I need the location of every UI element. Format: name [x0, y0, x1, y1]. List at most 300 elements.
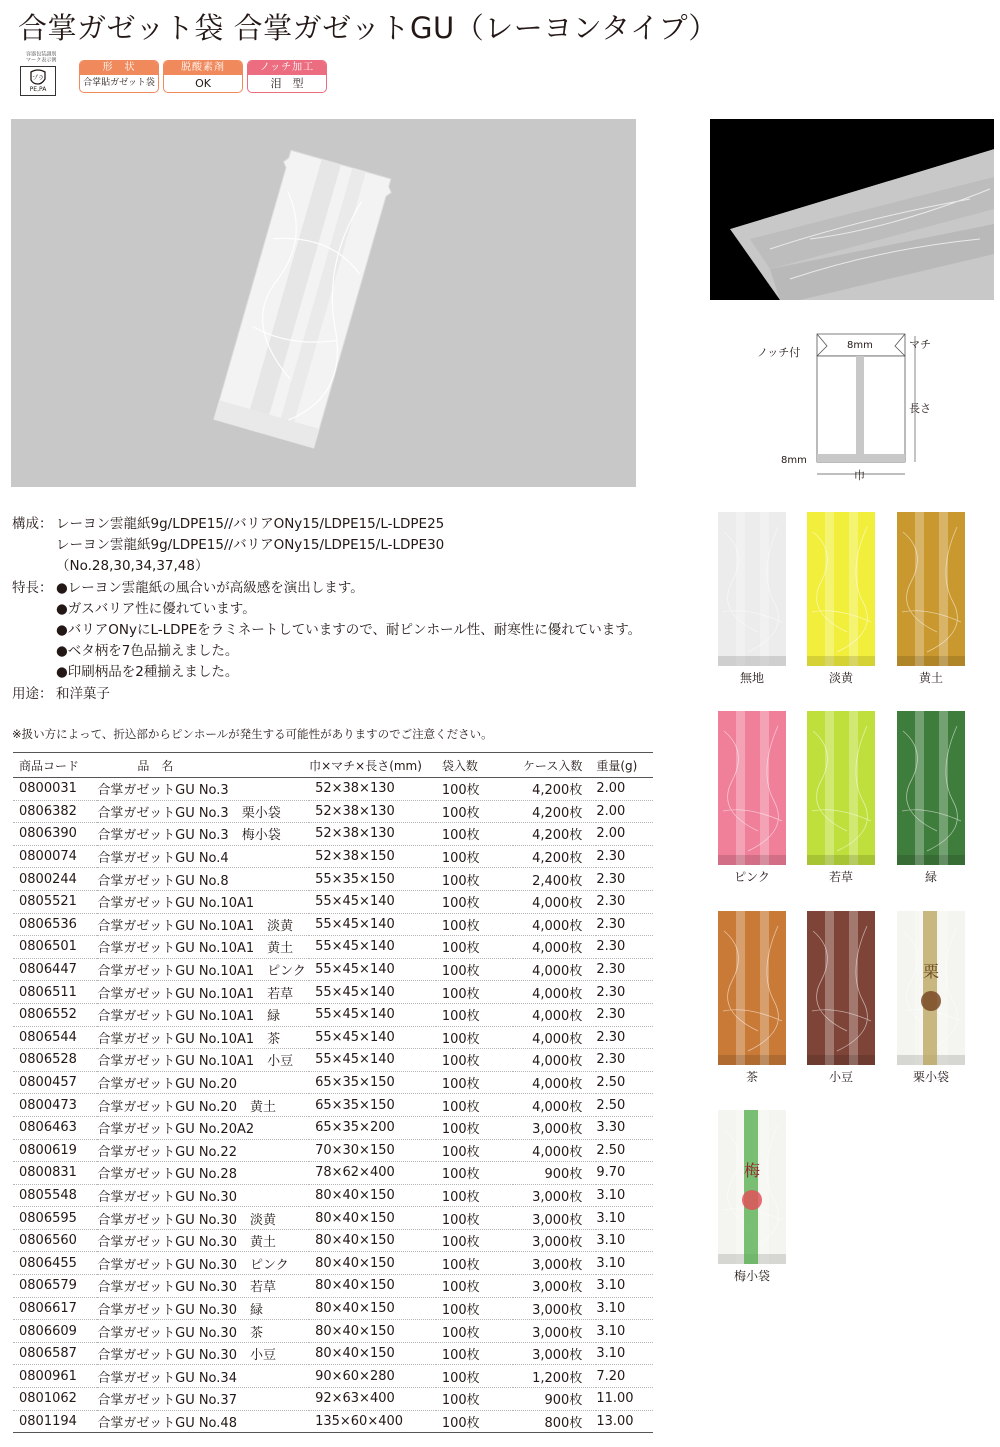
table-row: [13, 1320, 653, 1343]
cell-code: 0800961: [13, 1365, 97, 1388]
product-photo: [11, 119, 636, 487]
cell-size: 55×45×140: [309, 1003, 436, 1026]
feature-line: ●ベタ柄を7色品揃えました。: [56, 643, 239, 660]
cell-case: 3,000枚: [513, 1342, 596, 1365]
cell-size: 80×40×150: [309, 1229, 436, 1252]
cell-weight: 3.10: [596, 1342, 653, 1365]
cell-name: 合掌ガゼットGU No.30 緑: [97, 1297, 309, 1320]
cell-case: 1,200枚: [513, 1365, 596, 1388]
header-size: 巾×マチ×長さ(mm): [309, 753, 436, 778]
cell-code: 0805521: [13, 890, 97, 913]
cell-qty: 100枚: [436, 913, 513, 936]
usage-value: 和洋菓子: [56, 685, 110, 702]
cell-case: 3,000枚: [513, 1207, 596, 1230]
cell-code: 0800074: [13, 845, 97, 868]
cell-code: 0800619: [13, 1139, 97, 1162]
feature-line: ●レーヨン雲龍紙の風合いが高級感を演出します。: [56, 579, 364, 596]
recycle-label: プラ: [31, 75, 45, 82]
cell-name: 合掌ガゼットGU No.3: [97, 778, 309, 801]
cell-name: 合掌ガゼットGU No.30 小豆: [97, 1342, 309, 1365]
cell-size: 80×40×150: [309, 1342, 436, 1365]
table-row: [13, 958, 653, 981]
cell-name: 合掌ガゼットGU No.30: [97, 1184, 309, 1207]
cell-code: 0806390: [13, 823, 97, 846]
table-row: [13, 1388, 653, 1411]
cell-qty: 100枚: [436, 800, 513, 823]
cell-code: 0806447: [13, 958, 97, 981]
swatch-bag: [897, 911, 965, 1065]
cell-name: 合掌ガゼットGU No.10A1: [97, 890, 309, 913]
cell-code: 0800031: [13, 778, 97, 801]
cell-size: 55×45×140: [309, 1049, 436, 1072]
swatch-bag: [718, 1110, 786, 1264]
cell-weight: 2.00: [596, 800, 653, 823]
cell-qty: 100枚: [436, 958, 513, 981]
swatch-bag: [807, 911, 875, 1065]
recycle-material: PE,PA: [29, 86, 47, 93]
cell-code: 0806528: [13, 1049, 97, 1072]
shape-badge-head: 形 状: [80, 61, 158, 75]
product-closeup-photo: [710, 119, 994, 300]
cell-case: 900枚: [513, 1162, 596, 1185]
cell-case: 4,200枚: [513, 778, 596, 801]
swatch-bag: [807, 512, 875, 666]
oxygen-absorber-badge-head: 脱酸素剤: [164, 61, 242, 75]
table-row: [13, 1252, 653, 1275]
table-row: [13, 913, 653, 936]
swatch-label: 淡黄: [828, 671, 853, 685]
cell-weight: 3.10: [596, 1297, 653, 1320]
cell-code: 0806579: [13, 1275, 97, 1298]
cell-weight: 2.50: [596, 1139, 653, 1162]
fiber-texture: [718, 711, 786, 865]
cell-code: 0800244: [13, 868, 97, 891]
cell-size: 65×35×200: [309, 1116, 436, 1139]
cell-name: 合掌ガゼットGU No.10A1 茶: [97, 1026, 309, 1049]
notch-badge-value: 泪 型: [270, 77, 304, 90]
cell-name: 合掌ガゼットGU No.10A1 淡黄: [97, 913, 309, 936]
cell-qty: 100枚: [436, 1410, 513, 1433]
table-row: [13, 1116, 653, 1139]
cell-case: 4,000枚: [513, 890, 596, 913]
cell-name: 合掌ガゼットGU No.3 栗小袋: [97, 800, 309, 823]
cell-code: 0806536: [13, 913, 97, 936]
table-row: [13, 1229, 653, 1252]
cell-name: 合掌ガゼットGU No.10A1 小豆: [97, 1049, 309, 1072]
swatch-label: 梅小袋: [733, 1269, 770, 1283]
swatch-young-green: [806, 711, 876, 885]
swatch-label: 緑: [924, 870, 937, 884]
cell-weight: 3.10: [596, 1207, 653, 1230]
swatch-bag: [897, 711, 965, 865]
table-row: [13, 1049, 653, 1072]
table-row: [13, 823, 653, 846]
cell-code: 0800831: [13, 1162, 97, 1185]
recycle-mark: [20, 52, 60, 94]
cell-size: 70×30×150: [309, 1139, 436, 1162]
diagram-gusset-label: マチ: [909, 338, 931, 351]
cell-size: 55×45×140: [309, 890, 436, 913]
cell-name: 合掌ガゼットGU No.10A1 ピンク: [97, 958, 309, 981]
cell-weight: 2.50: [596, 1094, 653, 1117]
cell-weight: 2.30: [596, 845, 653, 868]
cell-code: 0801062: [13, 1388, 97, 1411]
cell-case: 3,000枚: [513, 1116, 596, 1139]
cell-weight: 2.00: [596, 778, 653, 801]
table-row: [13, 1275, 653, 1298]
cell-case: 4,000枚: [513, 936, 596, 959]
plastic-recycle-icon: [28, 69, 48, 86]
cell-name: 合掌ガゼットGU No.30 淡黄: [97, 1207, 309, 1230]
composition-line: レーヨン雲龍紙9g/LDPE15//バリアONy15/LDPE15/L-LDPE25: [56, 516, 445, 532]
recycle-icon: [20, 66, 56, 96]
cell-code: 0806501: [13, 936, 97, 959]
cell-name: 合掌ガゼットGU No.3 梅小袋: [97, 823, 309, 846]
cell-qty: 100枚: [436, 1094, 513, 1117]
cell-qty: 100枚: [436, 1003, 513, 1026]
cell-weight: 3.10: [596, 1229, 653, 1252]
notch-badge-head: ノッチ加工: [248, 61, 326, 75]
cell-code: 0806544: [13, 1026, 97, 1049]
color-swatches: [715, 512, 985, 1292]
cell-case: 3,000枚: [513, 1320, 596, 1343]
header-qty: 袋入数: [436, 753, 513, 778]
cell-case: 4,000枚: [513, 913, 596, 936]
cell-weight: 3.10: [596, 1320, 653, 1343]
notch-badge: [247, 60, 327, 93]
cell-qty: 100枚: [436, 1049, 513, 1072]
cell-code: 0800457: [13, 1071, 97, 1094]
swatch-green: [896, 711, 966, 885]
swatch-azuki: [806, 911, 876, 1085]
cell-weight: 2.30: [596, 1003, 653, 1026]
cell-weight: 2.30: [596, 981, 653, 1004]
cell-size: 55×45×140: [309, 1026, 436, 1049]
cell-weight: 3.30: [596, 1116, 653, 1139]
cell-size: 90×60×280: [309, 1365, 436, 1388]
header-name: 品 名: [97, 753, 309, 778]
cell-qty: 100枚: [436, 1320, 513, 1343]
header-case: ケース入数: [513, 753, 596, 778]
oxygen-absorber-badge-value: OK: [195, 77, 211, 90]
cell-weight: 2.30: [596, 913, 653, 936]
cell-case: 3,000枚: [513, 1184, 596, 1207]
bag-print-mark: 栗: [922, 962, 940, 981]
cell-weight: 2.30: [596, 958, 653, 981]
cell-case: 4,200枚: [513, 845, 596, 868]
page-title: 合掌ガゼット袋 合掌ガゼットGU（レーヨンタイプ）: [18, 11, 718, 45]
cell-size: 65×35×150: [309, 1071, 436, 1094]
fiber-texture: [718, 911, 786, 1065]
table-row: [13, 1139, 653, 1162]
cell-qty: 100枚: [436, 1342, 513, 1365]
table-row: [13, 1071, 653, 1094]
table-row: [13, 890, 653, 913]
composition-line: レーヨン雲龍紙9g/LDPE15//バリアONy15/LDPE15/L-LDPE30: [56, 537, 445, 554]
features-row-2: [12, 599, 641, 620]
composition-key: 構成：: [12, 516, 53, 532]
swatch-light-yellow: [806, 512, 876, 686]
cell-weight: 2.00: [596, 823, 653, 846]
cell-case: 4,000枚: [513, 958, 596, 981]
cell-size: 92×63×400: [309, 1388, 436, 1411]
cell-case: 4,000枚: [513, 1026, 596, 1049]
cell-name: 合掌ガゼットGU No.30 茶: [97, 1320, 309, 1343]
table-row: [13, 1094, 653, 1117]
cell-code: 0806511: [13, 981, 97, 1004]
cell-size: 55×45×140: [309, 936, 436, 959]
cell-code: 0806455: [13, 1252, 97, 1275]
composition-row: [12, 514, 641, 535]
cell-weight: 13.00: [596, 1410, 653, 1433]
table-row: [13, 845, 653, 868]
cell-code: 0801194: [13, 1410, 97, 1433]
header-code: 商品コード: [13, 753, 97, 778]
product-spec: [12, 514, 641, 705]
cell-size: 55×45×140: [309, 913, 436, 936]
cell-qty: 100枚: [436, 1297, 513, 1320]
fiber-texture: [897, 911, 965, 1065]
feature-line: ●印刷柄品を2種揃えました。: [56, 664, 239, 681]
table-row: [13, 1026, 653, 1049]
swatch-label: 栗小袋: [912, 1070, 949, 1084]
cell-name: 合掌ガゼットGU No.4: [97, 845, 309, 868]
cell-code: 0806617: [13, 1297, 97, 1320]
table-row: [13, 1342, 653, 1365]
cell-qty: 100枚: [436, 778, 513, 801]
cell-name: 合掌ガゼットGU No.30 ピンク: [97, 1252, 309, 1275]
table-row: [13, 981, 653, 1004]
cell-qty: 100枚: [436, 1229, 513, 1252]
table-row: [13, 1003, 653, 1026]
header-weight: 重量(g): [596, 753, 653, 778]
cell-size: 80×40×150: [309, 1297, 436, 1320]
cell-weight: 11.00: [596, 1388, 653, 1411]
diagram-seal-width-bottom: 8mm: [781, 455, 807, 466]
cell-case: 3,000枚: [513, 1229, 596, 1252]
swatch-bag: [718, 711, 786, 865]
diagram-length-label: 長さ: [909, 402, 931, 415]
table-row: [13, 936, 653, 959]
cell-case: 4,000枚: [513, 1049, 596, 1072]
cell-case: 900枚: [513, 1388, 596, 1411]
cell-size: 52×38×130: [309, 778, 436, 801]
cell-size: 80×40×150: [309, 1184, 436, 1207]
cell-size: 80×40×150: [309, 1207, 436, 1230]
swatch-label: 茶: [745, 1070, 758, 1084]
cell-case: 3,000枚: [513, 1252, 596, 1275]
swatch-label: 若草: [828, 870, 853, 884]
features-row: [12, 578, 641, 599]
cell-size: 55×45×140: [309, 958, 436, 981]
cell-case: 4,000枚: [513, 1094, 596, 1117]
fiber-texture: [807, 512, 875, 666]
cell-case: 4,000枚: [513, 1071, 596, 1094]
cell-size: 52×38×150: [309, 845, 436, 868]
cell-name: 合掌ガゼットGU No.30 若草: [97, 1275, 309, 1298]
cell-size: 135×60×400: [309, 1410, 436, 1433]
cell-qty: 100枚: [436, 1184, 513, 1207]
fiber-texture: [807, 911, 875, 1065]
swatch-label: 小豆: [828, 1070, 853, 1084]
cell-case: 3,000枚: [513, 1297, 596, 1320]
table-row: [13, 1207, 653, 1230]
bag-print-mark: 梅: [743, 1161, 761, 1180]
features-key: 特長：: [12, 579, 53, 596]
table-row: [13, 1365, 653, 1388]
swatch-plain: [717, 512, 787, 686]
cell-case: 800枚: [513, 1410, 596, 1433]
swatch-ochre: [896, 512, 966, 686]
fiber-texture: [718, 1110, 786, 1264]
table-row: [13, 1297, 653, 1320]
recycle-caption-1: 容器包装識別: [25, 51, 57, 58]
cell-qty: 100枚: [436, 868, 513, 891]
cell-size: 78×62×400: [309, 1162, 436, 1185]
composition-row-3: [12, 556, 641, 577]
usage-row: [12, 684, 641, 705]
cell-size: 55×35×150: [309, 868, 436, 891]
swatch-plum-bag: [717, 1110, 787, 1284]
cell-name: 合掌ガゼットGU No.10A1 緑: [97, 1003, 309, 1026]
swatch-bag: [807, 711, 875, 865]
fiber-texture: [897, 512, 965, 666]
oxygen-absorber-badge: [163, 60, 243, 93]
recycle-caption-2: マーク表示例: [25, 57, 57, 64]
cell-qty: 100枚: [436, 1388, 513, 1411]
cell-name: 合掌ガゼットGU No.8: [97, 868, 309, 891]
cell-case: 2,400枚: [513, 868, 596, 891]
cell-qty: 100枚: [436, 1026, 513, 1049]
cell-code: 0806560: [13, 1229, 97, 1252]
cell-size: 80×40×150: [309, 1275, 436, 1298]
composition-row-2: [12, 535, 641, 556]
cell-name: 合掌ガゼットGU No.37: [97, 1388, 309, 1411]
table-row: [13, 778, 653, 801]
features-row-4: [12, 641, 641, 662]
cell-case: 4,200枚: [513, 823, 596, 846]
cell-name: 合掌ガゼットGU No.30 黄土: [97, 1229, 309, 1252]
cell-weight: 3.10: [596, 1252, 653, 1275]
table-header-row: [13, 753, 653, 778]
swatch-label: 無地: [739, 671, 764, 685]
swatch-bag: [897, 512, 965, 666]
shape-badge-value: 合掌貼ガゼット袋: [83, 78, 155, 88]
cell-weight: 2.30: [596, 936, 653, 959]
table-row: [13, 1410, 653, 1433]
cell-name: 合掌ガゼットGU No.22: [97, 1139, 309, 1162]
feature-line: ●バリアONyにL-LDPEをラミネートしていますので、耐ピンホール性、耐寒性に優れています。: [56, 622, 642, 639]
cell-case: 4,200枚: [513, 800, 596, 823]
cell-name: 合掌ガゼットGU No.20 黄土: [97, 1094, 309, 1117]
cell-qty: 100枚: [436, 1252, 513, 1275]
features-row-3: [12, 620, 641, 641]
cell-code: 0805548: [13, 1184, 97, 1207]
cell-name: 合掌ガゼットGU No.10A1 黄土: [97, 936, 309, 959]
cell-size: 65×35×150: [309, 1094, 436, 1117]
cell-qty: 100枚: [436, 1116, 513, 1139]
cell-weight: 3.10: [596, 1184, 653, 1207]
cell-weight: 2.30: [596, 890, 653, 913]
cell-weight: 2.30: [596, 1026, 653, 1049]
fiber-texture: [897, 711, 965, 865]
table-body: [13, 778, 653, 1433]
cell-name: 合掌ガゼットGU No.10A1 若草: [97, 981, 309, 1004]
swatch-brown: [717, 911, 787, 1085]
cell-weight: 2.50: [596, 1071, 653, 1094]
shape-badge: [79, 60, 159, 93]
cell-qty: 100枚: [436, 1207, 513, 1230]
cell-size: 80×40×150: [309, 1252, 436, 1275]
features-row-5: [12, 662, 641, 683]
cell-qty: 100枚: [436, 845, 513, 868]
cell-qty: 100枚: [436, 890, 513, 913]
cell-code: 0806552: [13, 1003, 97, 1026]
cell-qty: 100枚: [436, 1162, 513, 1185]
cell-weight: 2.30: [596, 868, 653, 891]
cell-case: 4,000枚: [513, 981, 596, 1004]
cell-name: 合掌ガゼットGU No.48: [97, 1410, 309, 1433]
fiber-texture: [718, 512, 786, 666]
composition-line: （No.28,30,34,37,48）: [56, 558, 209, 575]
cell-qty: 100枚: [436, 981, 513, 1004]
cell-case: 4,000枚: [513, 1139, 596, 1162]
cell-code: 0806463: [13, 1116, 97, 1139]
cell-code: 0800473: [13, 1094, 97, 1117]
swatch-bag: [718, 512, 786, 666]
cell-weight: 9.70: [596, 1162, 653, 1185]
cell-qty: 100枚: [436, 1139, 513, 1162]
cell-code: 0806595: [13, 1207, 97, 1230]
product-table: [13, 752, 653, 1433]
diagram-notch-label: ノッチ付: [757, 346, 801, 359]
cell-qty: 100枚: [436, 823, 513, 846]
cell-size: 52×38×130: [309, 823, 436, 846]
cell-qty: 100枚: [436, 936, 513, 959]
swatch-pink: [717, 711, 787, 885]
cell-qty: 100枚: [436, 1071, 513, 1094]
caution-note: ※扱い方によって、折込部からピンホールが発生する可能性がありますのでご注意ください。: [12, 727, 493, 741]
cell-name: 合掌ガゼットGU No.28: [97, 1162, 309, 1185]
cell-weight: 3.10: [596, 1275, 653, 1298]
diagram-seal-width-top: 8mm: [847, 340, 873, 351]
fiber-texture: [807, 711, 875, 865]
cell-name: 合掌ガゼットGU No.20: [97, 1071, 309, 1094]
cell-qty: 100枚: [436, 1365, 513, 1388]
usage-key: 用途：: [12, 685, 53, 702]
cell-case: 3,000枚: [513, 1275, 596, 1298]
cell-weight: 7.20: [596, 1365, 653, 1388]
cell-qty: 100枚: [436, 1275, 513, 1298]
feature-line: ●ガスバリア性に優れています。: [56, 600, 256, 617]
swatch-chestnut-bag: [896, 911, 966, 1085]
feature-badges: [79, 60, 327, 93]
table-row: [13, 800, 653, 823]
dimension-diagram: [755, 326, 955, 486]
cell-name: 合掌ガゼットGU No.20A2: [97, 1116, 309, 1139]
table-row: [13, 1162, 653, 1185]
cell-case: 4,000枚: [513, 1003, 596, 1026]
cell-code: 0806382: [13, 800, 97, 823]
cell-size: 52×38×130: [309, 800, 436, 823]
cell-code: 0806587: [13, 1342, 97, 1365]
swatch-label: ピンク: [734, 870, 770, 884]
diagram-width-label: 巾: [854, 469, 865, 482]
cell-size: 55×45×140: [309, 981, 436, 1004]
cell-code: 0806609: [13, 1320, 97, 1343]
swatch-bag: [718, 911, 786, 1065]
cell-name: 合掌ガゼットGU No.34: [97, 1365, 309, 1388]
